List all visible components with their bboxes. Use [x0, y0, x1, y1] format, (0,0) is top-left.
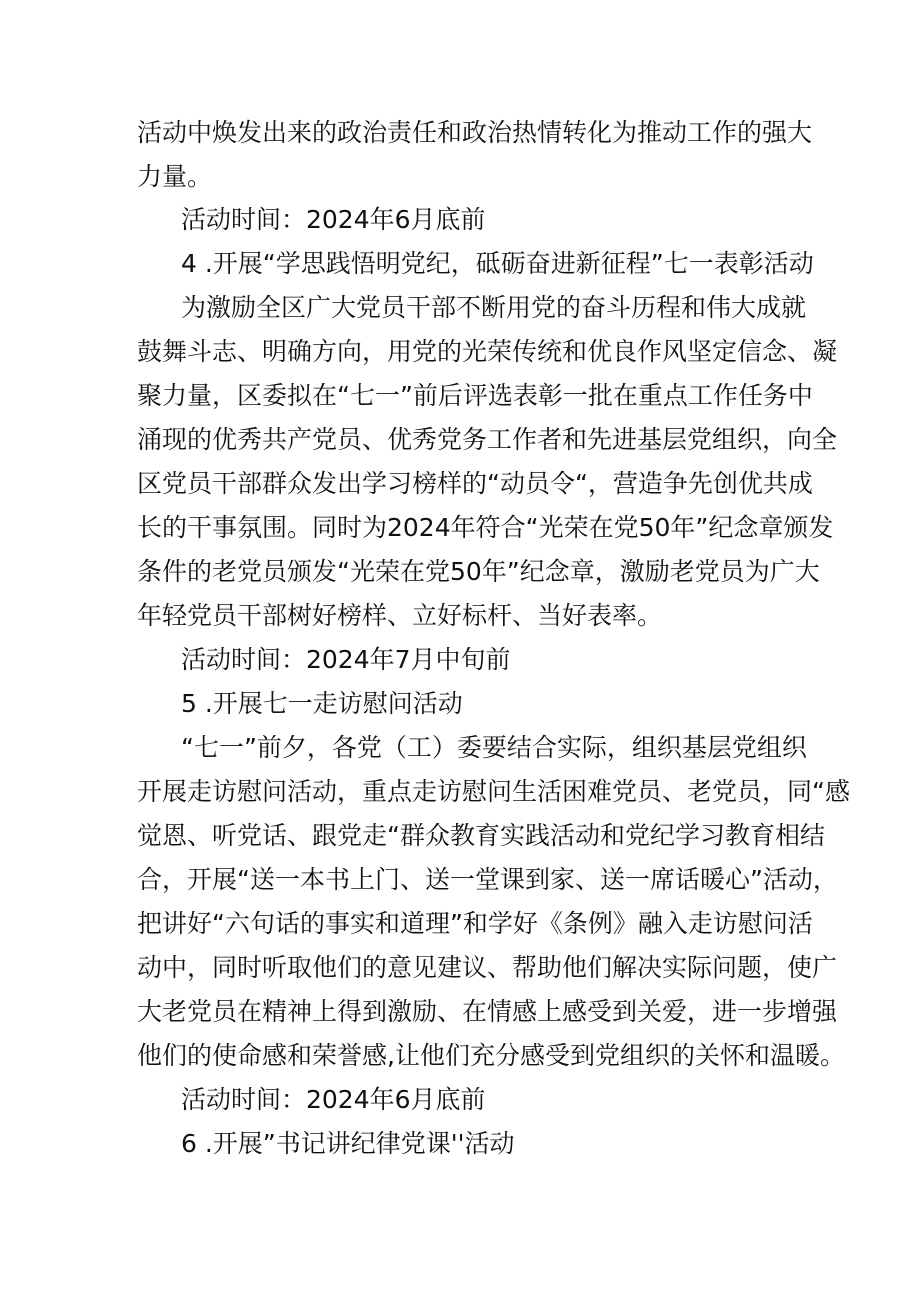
section-heading-6: 6 .开展”书记讲纪律党课''活动 — [181, 1129, 515, 1158]
body-text-line: 大老党员在精神上得到激励、在情感上感受到关爱，进一步增强 — [137, 997, 838, 1026]
body-text-line: 把讲好“六句话的事实和道理”和学好《条例》融入走访慰问活 — [137, 909, 813, 938]
body-text-line: 条件的老党员颁发“光荣在党50年”纪念章，激励老党员为广大 — [137, 557, 820, 586]
body-text-line: 年轻党员干部树好榜样、立好标杆、当好表率。 — [137, 601, 663, 630]
body-text-line: 他们的使命感和荣誉感,让他们充分感受到党组织的关怀和温暖。 — [137, 1041, 845, 1070]
body-text-line: 长的干事氛围。同时为2024年符合“光荣在党50年”纪念章颁发 — [137, 513, 834, 542]
activity-time-line: 活动时间：2024年7月中旬前 — [181, 645, 511, 674]
body-text-line: 为激励全区广大党员干部不断用党的奋斗历程和伟大成就 — [181, 293, 807, 322]
body-text-line: 涌现的优秀共产党员、优秀党务工作者和先进基层党组织，向全 — [137, 425, 838, 454]
body-text-line: 区党员干部群众发出学习榜样的“动员令“，营造争先创优共成 — [137, 469, 813, 498]
activity-time-line: 活动时间：2024年6月底前 — [181, 205, 486, 234]
section-heading-4: 4 .开展“学思践悟明党纪，砥砺奋进新征程”七一表彰活动 — [181, 249, 814, 278]
body-text-line: 力量。 — [137, 162, 213, 191]
body-text-line: “七一”前夕，各党（工）委要结合实际，组织基层党组织 — [181, 733, 807, 762]
activity-time-line: 活动时间：2024年6月底前 — [181, 1085, 486, 1114]
section-heading-5: 5 .开展七一走访慰问活动 — [181, 689, 463, 718]
body-text-line: 活动中焕发出来的政治责任和政治热情转化为推动工作的强大 — [137, 118, 813, 147]
body-text-line: 聚力量，区委拟在“七一”前后评选表彰一批在重点工作任务中 — [137, 381, 813, 410]
body-text-line: 动中，同时听取他们的意见建议、帮助他们解决实际问题，使广 — [137, 953, 838, 982]
body-text-line: 鼓舞斗志、明确方向，用党的光荣传统和优良作风坚定信念、凝 — [137, 337, 838, 366]
body-text-line: 开展走访慰问活动，重点走访慰问生活困难党员、老党员，同“感 — [137, 777, 850, 806]
body-text-line: 觉恩、听党话、跟党走“群众教育实践活动和党纪学习教育相结 — [137, 821, 825, 850]
body-text-line: 合，开展“送一本书上门、送一堂课到家、送一席话暖心”活动， — [137, 865, 838, 894]
